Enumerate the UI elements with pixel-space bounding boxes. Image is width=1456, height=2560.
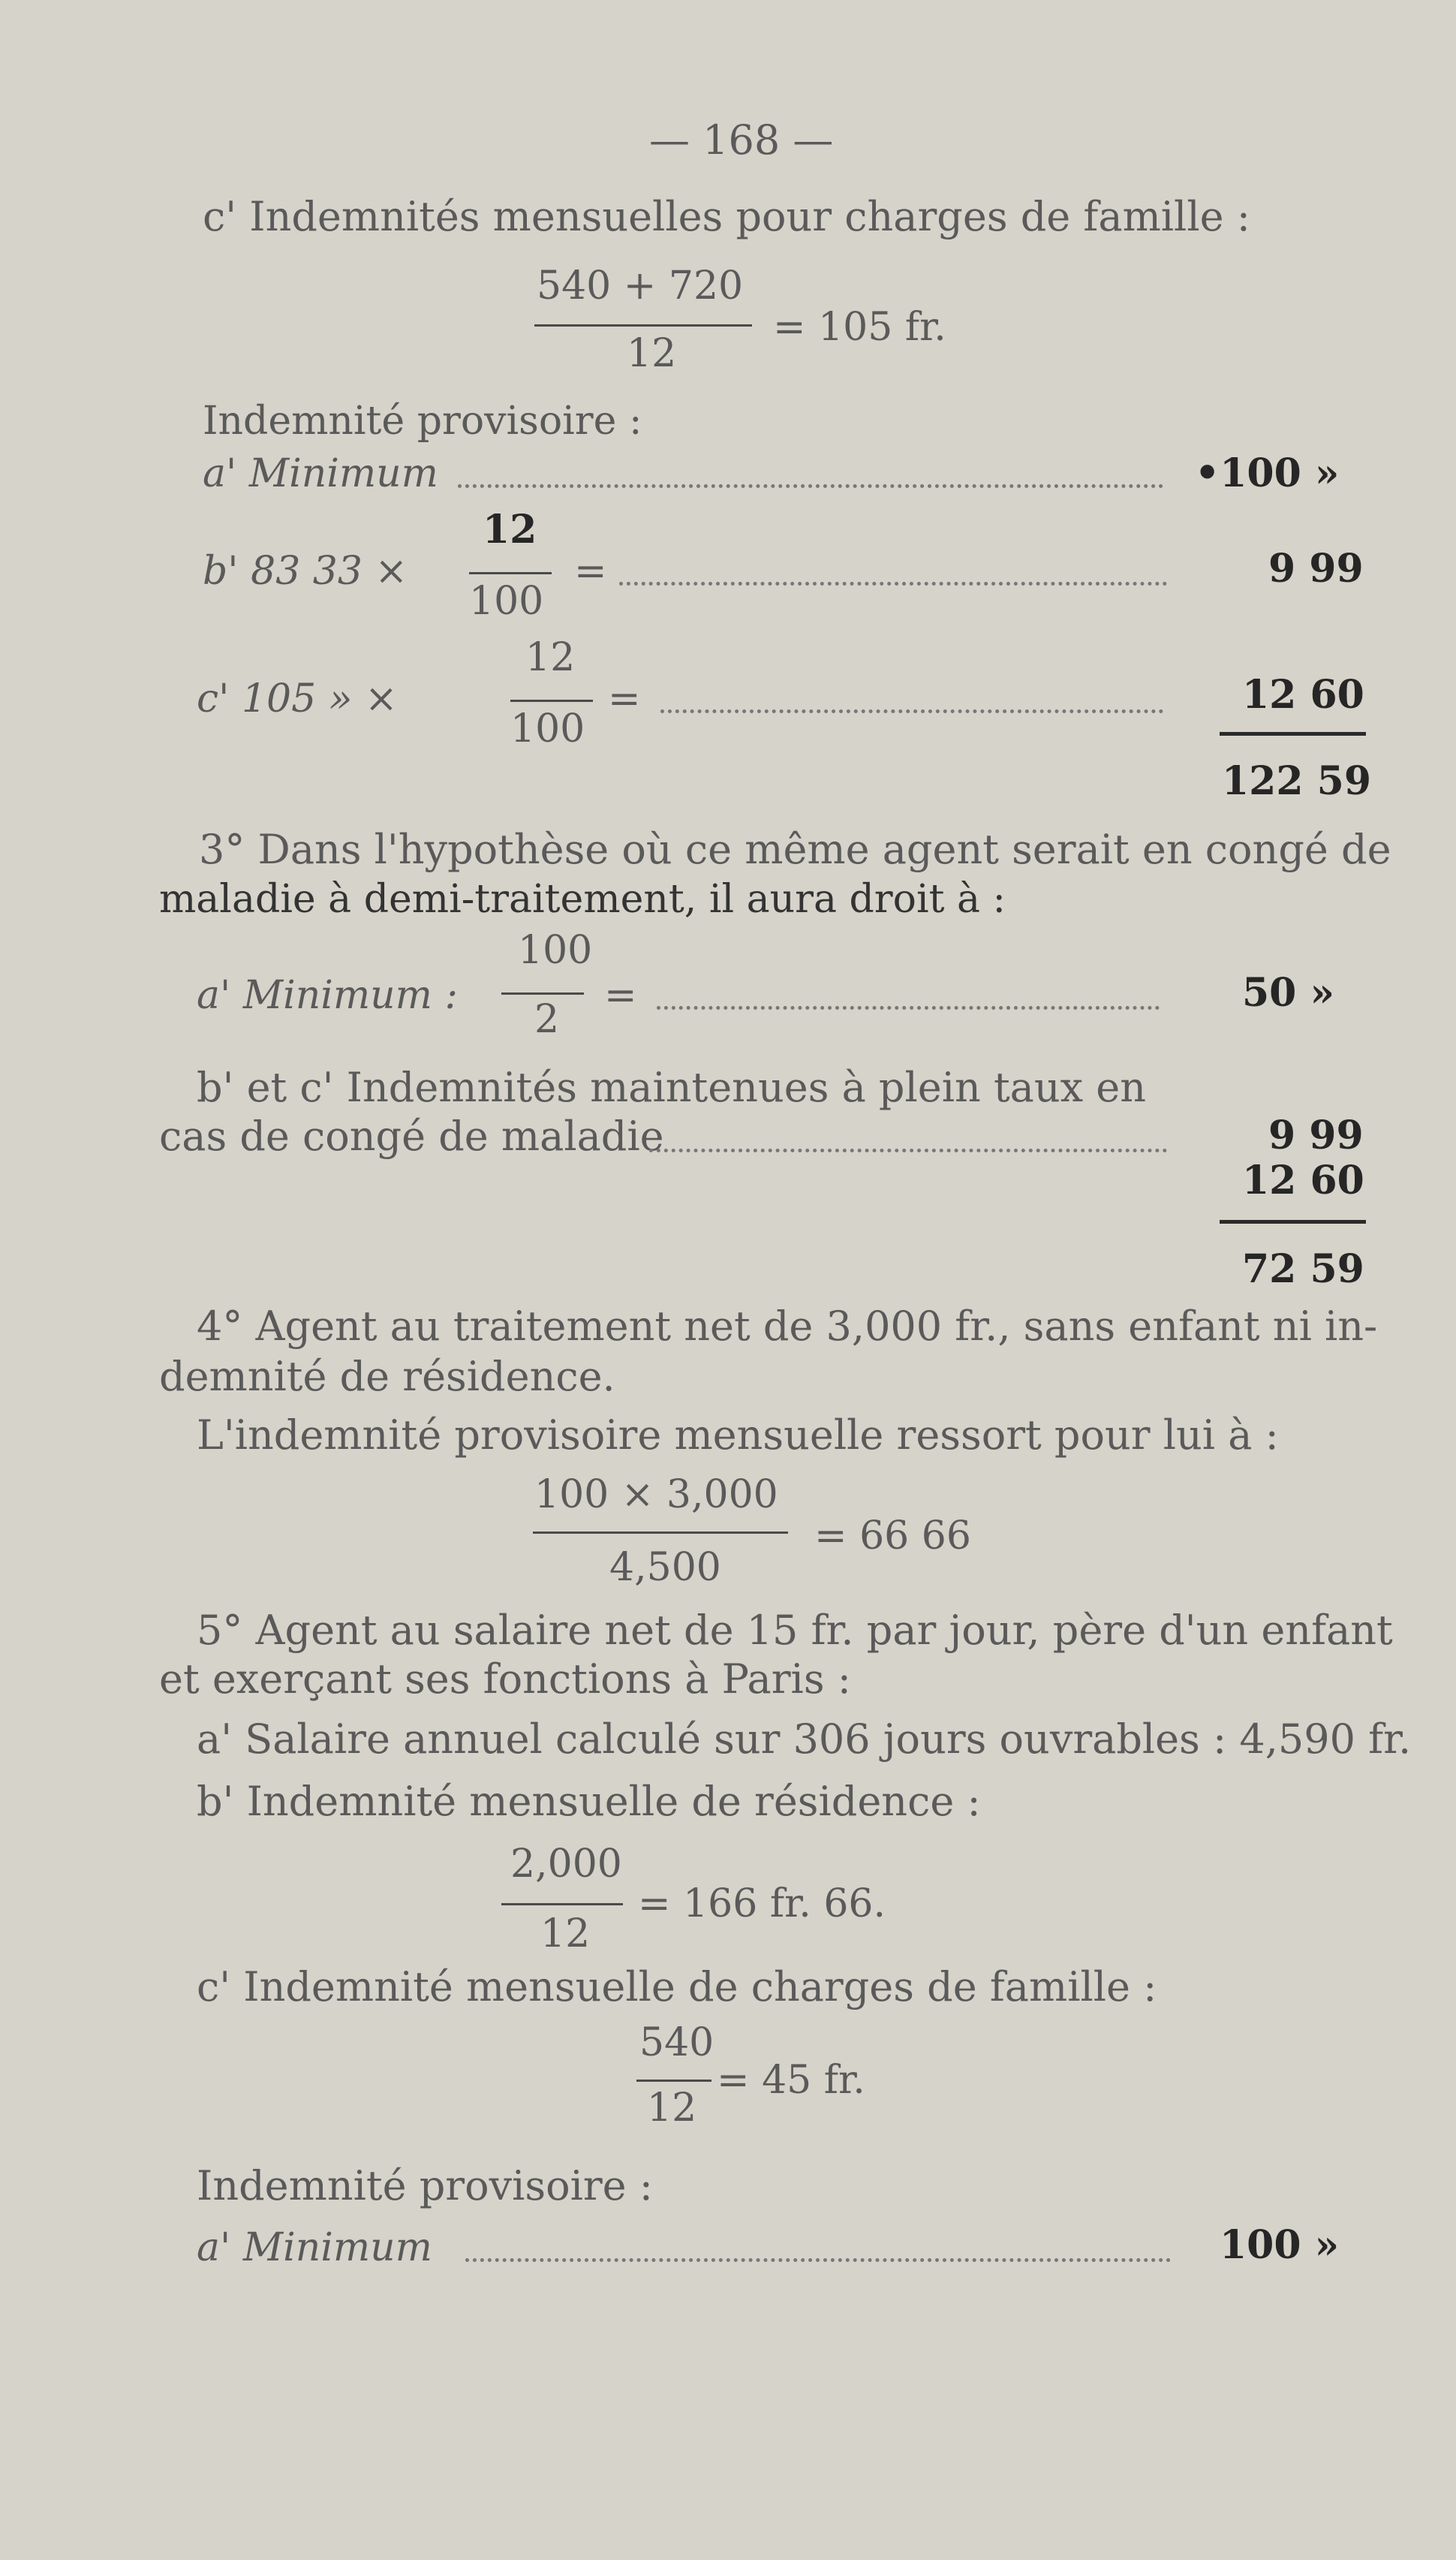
- calc1-c-leader-dots: [660, 709, 1163, 713]
- calc1-b-fraction-bar: [469, 572, 552, 574]
- fraction-4-denominator: 4,500: [609, 1545, 721, 1590]
- fraction-4-numerator: 100 × 3,000: [534, 1472, 778, 1517]
- fraction-5b-denominator: 12: [540, 1911, 591, 1956]
- calc1-a-leader-dots: [458, 484, 1163, 488]
- fraction-1-bar: [534, 324, 752, 327]
- fraction-5b-numerator: 2,000: [510, 1842, 622, 1887]
- indemnite-provisoire-heading-2: Indemnité provisoire :: [197, 2162, 654, 2209]
- para-5-item-c: c' Indemnité mensuelle de charges de famille :: [197, 1963, 1157, 2010]
- calc2-total-rule: [1220, 1220, 1366, 1224]
- para-5-line-1: 5° Agent au salaire net de 15 fr. par jour, père d'un enfant: [197, 1607, 1393, 1654]
- fraction-5c-bar: [636, 2080, 711, 2082]
- calc3-a-label: a' Minimum: [197, 2225, 432, 2270]
- calc1-b-numerator: 12: [483, 507, 537, 553]
- para-5-line-2: et exerçant ses fonctions à Paris :: [159, 1655, 851, 1703]
- calc2-a-denominator: 2: [534, 997, 560, 1042]
- calc1-c-label: c' 105 » ×: [197, 676, 398, 721]
- calc2-bc-line-2: cas de congé de maladie: [159, 1113, 664, 1160]
- page-number: — 168 —: [649, 116, 834, 164]
- calc1-b-label: b' 83 33 ×: [203, 549, 408, 594]
- calc2-a-label: a' Minimum :: [197, 973, 458, 1018]
- para-4-line-2: demnité de résidence.: [159, 1353, 615, 1400]
- calc2-a-leader-dots: [657, 1006, 1160, 1010]
- para-3-line-1: 3° Dans l'hypothèse où ce même agent serait en congé de: [199, 826, 1391, 873]
- fraction-4-bar: [533, 1531, 788, 1534]
- para-5-item-b: b' Indemnité mensuelle de résidence :: [197, 1778, 981, 1825]
- calc2-bc-line-1: b' et c' Indemnités maintenues à plein taux en: [197, 1064, 1146, 1111]
- fraction-5c-result: = 45 fr.: [717, 2058, 865, 2103]
- calc1-a-label: a' Minimum: [203, 451, 438, 496]
- calc2-a-value: 50 »: [1242, 970, 1334, 1016]
- fraction-1-denominator: 12: [627, 331, 677, 376]
- fraction-5b-result: = 166 fr. 66.: [638, 1881, 886, 1926]
- calc1-b-leader-dots: [619, 582, 1167, 586]
- para-4-line-1: 4° Agent au traitement net de 3,000 fr., sans enfant ni in-: [197, 1303, 1378, 1350]
- calc1-b-equals: =: [574, 549, 607, 594]
- calc1-c-denominator: 100: [510, 706, 585, 751]
- calc2-a-equals: =: [604, 973, 637, 1018]
- calc1-c-value: 12 60: [1242, 672, 1364, 718]
- calc1-b-denominator: 100: [469, 579, 544, 624]
- calc3-a-leader-dots: [465, 2258, 1171, 2262]
- calc3-a-value: 100 »: [1220, 2222, 1340, 2268]
- calc1-c-equals: =: [608, 676, 641, 721]
- fraction-5b-bar: [501, 1903, 623, 1905]
- calc2-total: 72 59: [1242, 1246, 1364, 1292]
- indemnite-provisoire-heading-1: Indemnité provisoire :: [203, 399, 642, 444]
- para-4-line-3: L'indemnité provisoire mensuelle ressort pour lui à :: [197, 1411, 1279, 1459]
- calc2-bc-value-1: 9 99: [1268, 1113, 1364, 1158]
- calc1-b-value: 9 99: [1268, 546, 1364, 592]
- fraction-5c-denominator: 12: [647, 2086, 697, 2131]
- fraction-4-result: = 66 66: [814, 1513, 971, 1559]
- fraction-5c-numerator: 540: [639, 2020, 714, 2065]
- calc1-a-value: •100 »: [1195, 450, 1340, 496]
- calc1-total: 122 59: [1222, 758, 1372, 804]
- calc2-a-fraction-bar: [501, 992, 584, 995]
- calc2-bc-leader-dots: [649, 1149, 1167, 1152]
- para-3-line-2: maladie à demi-traitement, il aura droit à :: [159, 877, 1006, 922]
- calc1-c-numerator: 12: [525, 635, 576, 680]
- fraction-1-numerator: 540 + 720: [537, 264, 744, 309]
- section-c-heading: c' Indemnités mensuelles pour charges de famille :: [203, 193, 1250, 240]
- para-5-item-a: a' Salaire annuel calculé sur 306 jours ouvrables : 4,590 fr.: [197, 1715, 1412, 1763]
- calc2-a-numerator: 100: [518, 928, 593, 973]
- fraction-1-result: = 105 fr.: [773, 305, 946, 350]
- calc2-bc-value-2: 12 60: [1242, 1158, 1364, 1203]
- calc1-c-fraction-bar: [510, 700, 593, 702]
- calc1-total-rule: [1220, 732, 1366, 736]
